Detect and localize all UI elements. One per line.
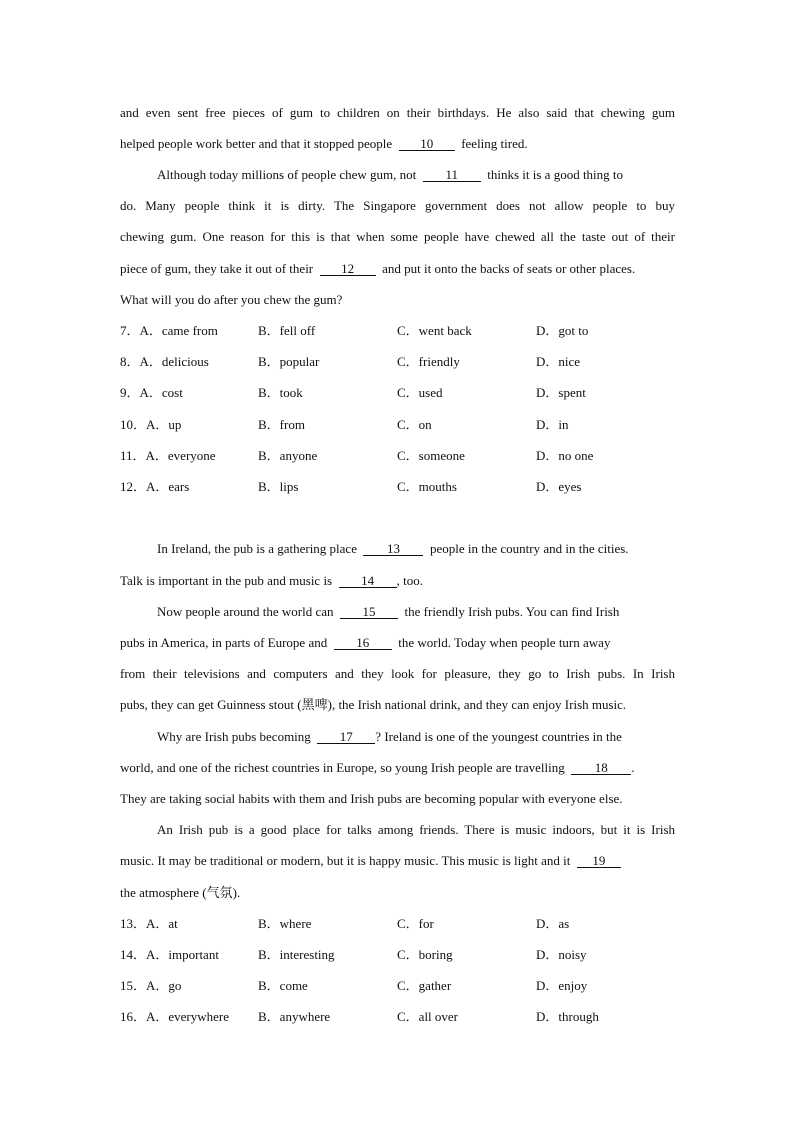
blank-19: 19 [577, 854, 621, 868]
question-number: 9．A． [120, 385, 162, 400]
passage2-line12: the atmosphere (气氛). [120, 885, 241, 900]
blank-14: 14 [339, 574, 397, 588]
text: Now people around the world can [157, 604, 334, 619]
passage2-line8 [120, 760, 675, 776]
option-a-text: everywhere [168, 1009, 230, 1024]
option-a-text: everyone [167, 448, 216, 463]
question-number: 7．A． [120, 323, 162, 338]
passage1-line7: What will you do after you chew the gum? [120, 292, 343, 307]
passage2-line5: from their televisions and computers and they look for pleasure, they go to Irish pubs. In Irish [120, 666, 675, 681]
passage2-line11 [120, 853, 675, 869]
option-d[interactable]: D．no one [536, 448, 594, 463]
option-c[interactable]: C．for [397, 916, 434, 931]
option-d[interactable]: D．spent [536, 385, 586, 400]
passage2-line3 [157, 604, 675, 620]
blank-13: 13 [363, 542, 423, 556]
question-number: 12．A． [120, 479, 169, 494]
option-a-text: at [168, 916, 178, 931]
text: the friendly Irish pubs. You can find Irish [404, 604, 620, 619]
passage2-line6: pubs, they can get Guinness stout (黑啤), the Irish national drink, and they can enjoy Irish music. [120, 697, 627, 712]
text: the world. Today when people turn away [398, 635, 611, 650]
passage2-line4 [120, 635, 675, 651]
option-b[interactable]: B．anywhere [258, 1009, 331, 1024]
text: In Ireland, the pub is a gathering place [157, 541, 357, 556]
option-a-text: ears [168, 479, 190, 494]
option-a[interactable] [120, 385, 183, 401]
option-a[interactable] [120, 354, 209, 370]
option-b[interactable]: B．interesting [258, 947, 335, 962]
passage2-line1 [157, 541, 675, 557]
passage1-line5: chewing gum. One reason for this is that when some people have chewed all the taste out of their [120, 229, 675, 244]
option-b[interactable]: B．popular [258, 354, 320, 369]
passage2-line7 [157, 729, 669, 745]
option-a-text: came from [161, 323, 218, 338]
option-a-text: delicious [161, 354, 209, 369]
option-a[interactable] [120, 947, 219, 963]
blank-11: 11 [423, 168, 481, 182]
passage1-line3 [157, 167, 669, 183]
option-b[interactable]: B．where [258, 916, 312, 931]
blank-17: 17 [317, 730, 375, 744]
blank-10: 10 [399, 137, 455, 151]
passage1-line2 [120, 136, 675, 152]
option-c[interactable]: C．boring [397, 947, 453, 962]
option-a[interactable] [120, 448, 216, 464]
question-number: 14．A． [120, 947, 169, 962]
option-b[interactable]: B．took [258, 385, 303, 400]
option-c[interactable]: C．used [397, 385, 443, 400]
text: and put it onto the backs of seats or other places. [382, 261, 636, 276]
option-b[interactable]: B．anyone [258, 448, 318, 463]
option-c[interactable]: C．someone [397, 448, 465, 463]
text: people in the country and in the cities. [429, 541, 629, 556]
passage2-line10: An Irish pub is a good place for talks among friends. There is music indoors, but it is Irish [157, 822, 675, 837]
option-c[interactable]: C．gather [397, 978, 452, 993]
passage1-line6 [120, 261, 675, 277]
option-d[interactable]: D．got to [536, 323, 589, 338]
text: helped people work better and that it stopped people [120, 136, 393, 151]
option-d[interactable]: D．in [536, 417, 569, 432]
text: Why are Irish pubs becoming [157, 729, 311, 744]
text: . [631, 760, 635, 775]
question-number: 10．A． [120, 417, 169, 432]
option-d[interactable]: D．eyes [536, 479, 582, 494]
option-d[interactable]: D．nice [536, 354, 581, 369]
blank-15: 15 [340, 605, 398, 619]
text: Although today millions of people chew gum, not [157, 167, 417, 182]
option-a[interactable] [120, 417, 181, 433]
option-a[interactable] [120, 1009, 229, 1025]
option-a-text: go [168, 978, 182, 993]
option-a[interactable] [120, 323, 218, 339]
question-number: 13．A． [120, 916, 169, 931]
text: thinks it is a good thing to [487, 167, 624, 182]
text: ? Ireland is one of the youngest countries in the [375, 729, 622, 744]
option-b[interactable]: B．from [258, 417, 305, 432]
option-d[interactable]: D．through [536, 1009, 599, 1024]
option-c[interactable]: C．all over [397, 1009, 459, 1024]
passage1-line1: and even sent free pieces of gum to children on their birthdays. He also said that chewing gum [120, 105, 675, 120]
text: , too. [396, 573, 423, 588]
option-a[interactable] [120, 978, 181, 994]
blank-16: 16 [334, 636, 392, 650]
option-a[interactable] [120, 479, 189, 495]
blank-12: 12 [320, 262, 376, 276]
option-d[interactable]: D．noisy [536, 947, 587, 962]
option-b[interactable]: B．lips [258, 479, 299, 494]
text: feeling tired. [461, 136, 528, 151]
option-d[interactable]: D．enjoy [536, 978, 588, 993]
text: world, and one of the richest countries in Europe, so young Irish people are travelling [120, 760, 565, 775]
text: piece of gum, they take it out of their [120, 261, 314, 276]
option-c[interactable]: C．friendly [397, 354, 460, 369]
passage2-line2 [120, 573, 675, 589]
passage2-line9: They are taking social habits with them and Irish pubs are becoming popular with everyone else. [120, 791, 623, 806]
option-b[interactable]: B．fell off [258, 323, 316, 338]
option-d[interactable]: D．as [536, 916, 570, 931]
question-number: 11．A． [120, 448, 168, 463]
option-b[interactable]: B．come [258, 978, 308, 993]
blank-18: 18 [571, 761, 631, 775]
text: pubs in America, in parts of Europe and [120, 635, 328, 650]
option-c[interactable]: C．went back [397, 323, 472, 338]
passage1-line4: do. Many people think it is dirty. The Singapore government does not allow people to buy [120, 198, 675, 213]
question-number: 16．A． [120, 1009, 169, 1024]
option-c[interactable]: C．on [397, 417, 432, 432]
option-a-text: up [168, 417, 182, 432]
text: music. It may be traditional or modern, but it is happy music. This music is light and it [120, 853, 571, 868]
option-a-text: cost [161, 385, 183, 400]
text: Talk is important in the pub and music is [120, 573, 333, 588]
question-number: 15．A． [120, 978, 169, 993]
question-number: 8．A． [120, 354, 162, 369]
option-a-text: important [168, 947, 219, 962]
option-c[interactable]: C．mouths [397, 479, 457, 494]
option-a[interactable] [120, 916, 178, 932]
